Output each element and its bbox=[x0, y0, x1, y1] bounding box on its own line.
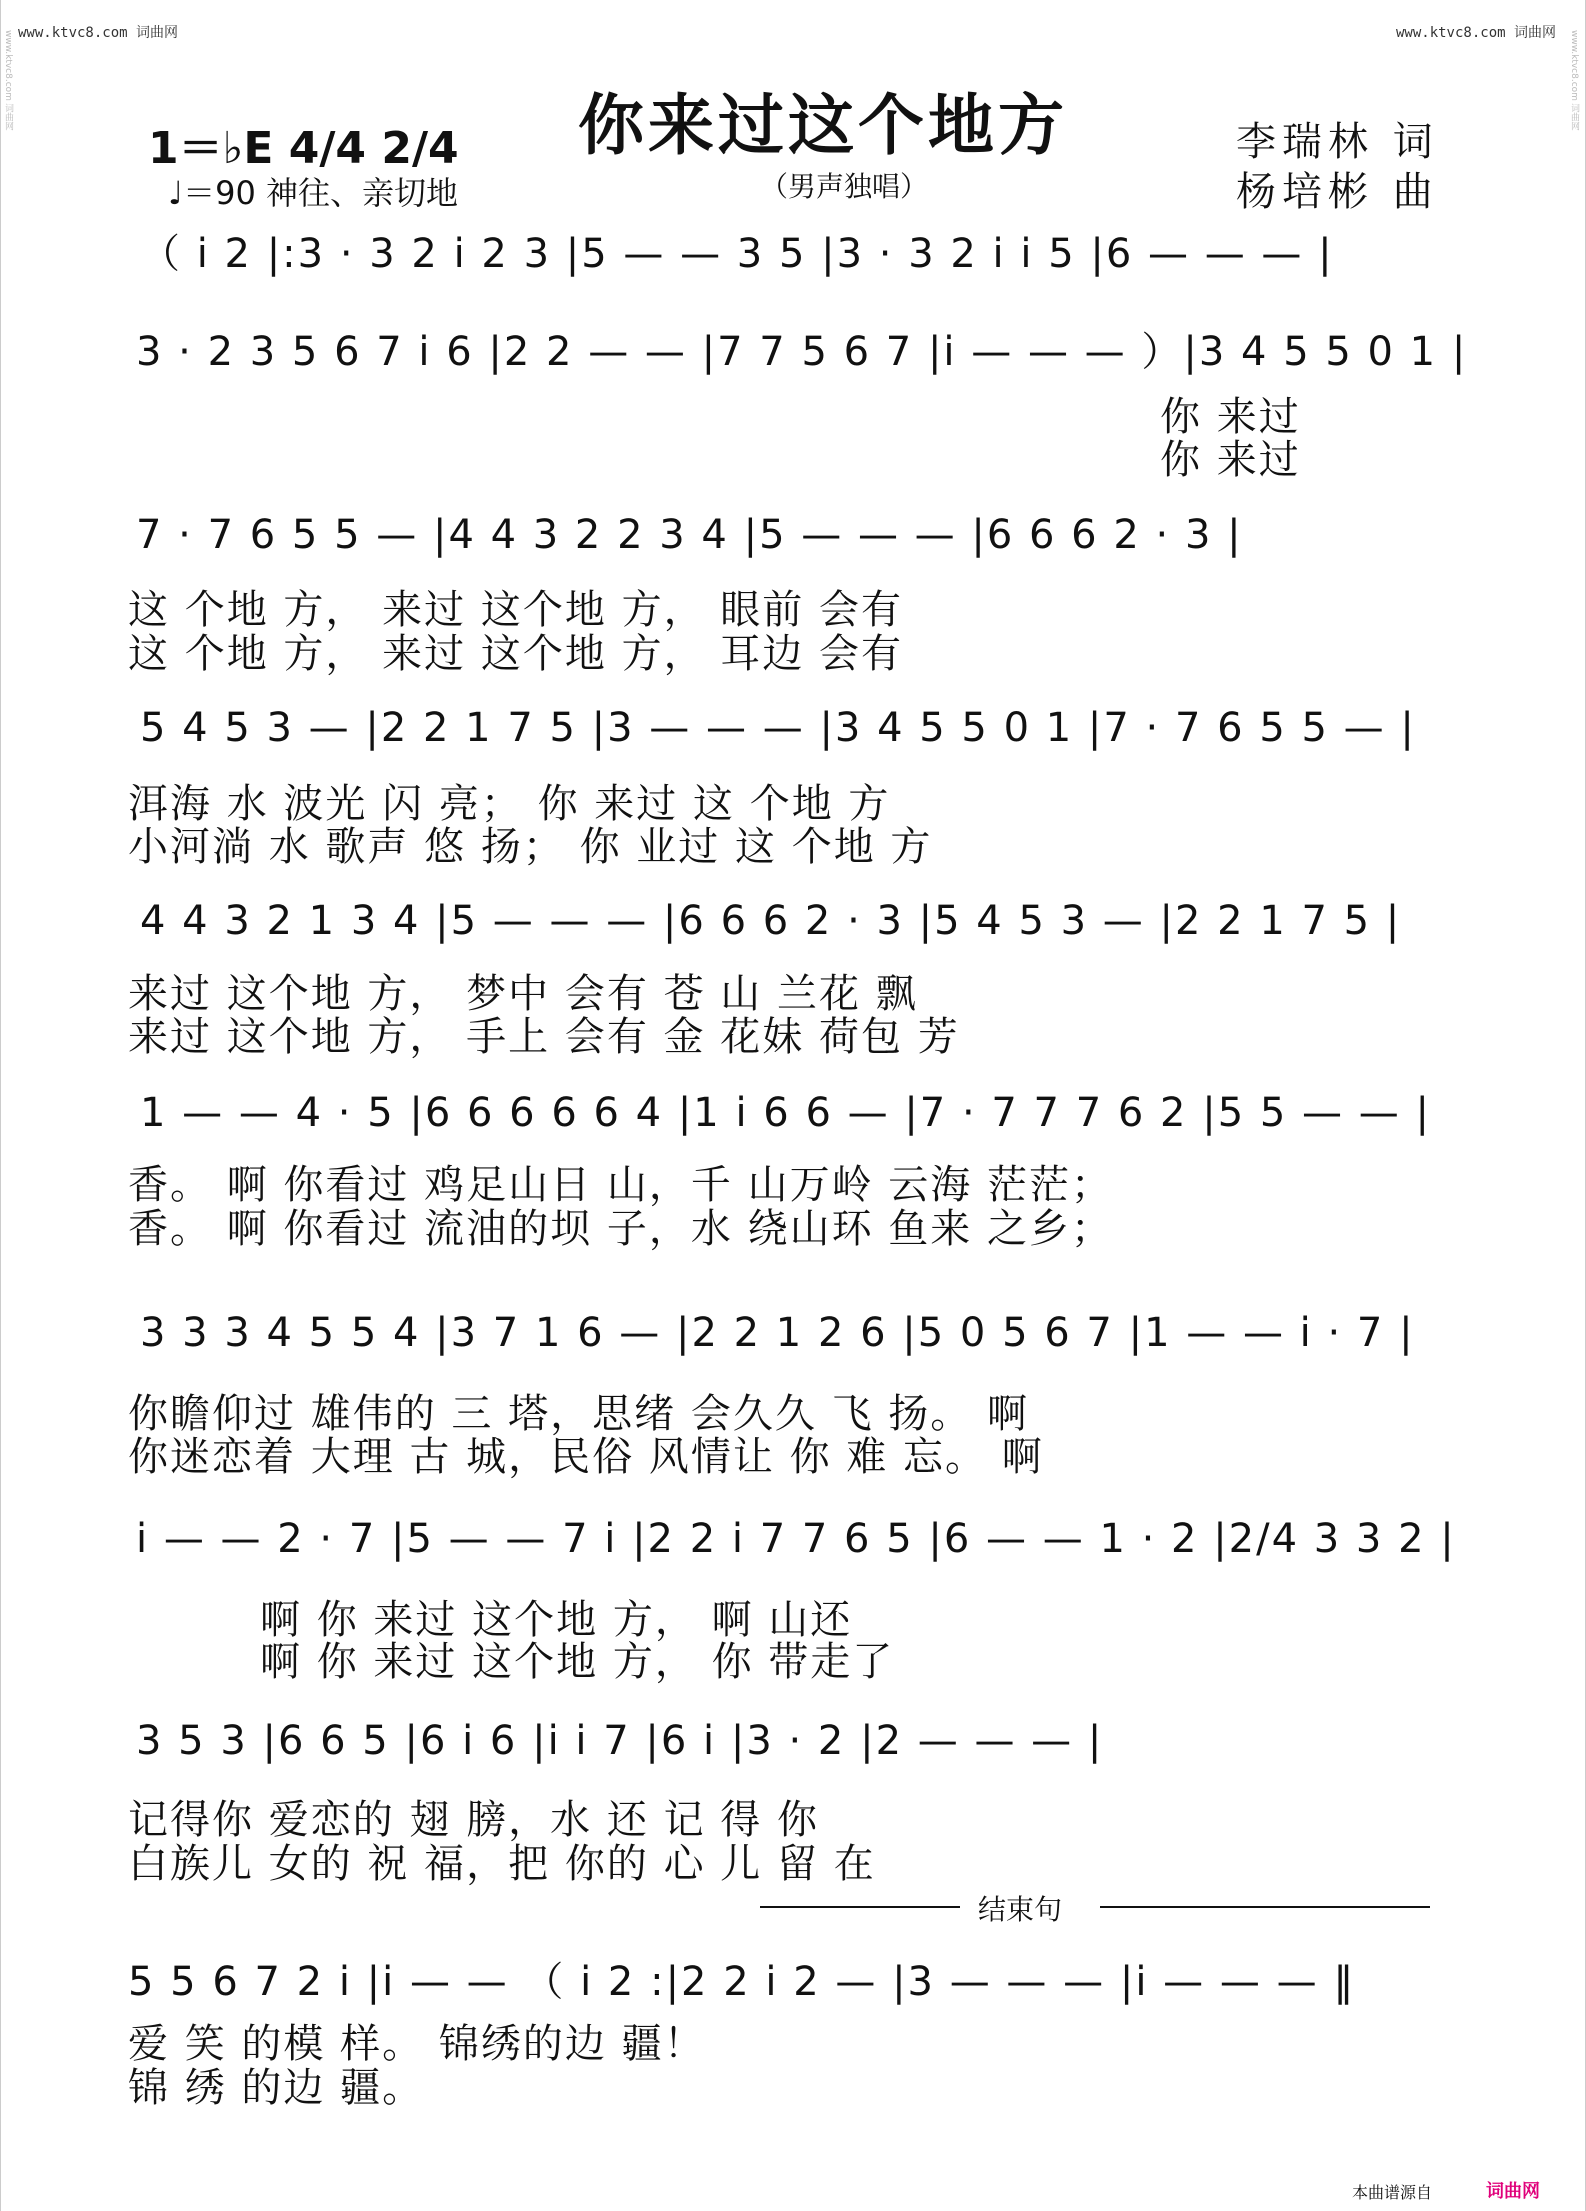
key-signature: 1＝♭E 4/4 2/4 bbox=[148, 123, 459, 174]
lyrics-line-2-verse-1: 你 来过 bbox=[1160, 394, 1301, 440]
lyrics-line-10-verse-2: 锦 绣 的边 疆。 bbox=[128, 2065, 425, 2111]
notation-line-4: 5 4 5 3 — |2 2 1 7 5 |3 — — — |3 4 5 5 0 1 |7 · 7 6 5 5 — | bbox=[140, 705, 1416, 751]
notation-line-9: 3 5 3 |6 6 5 |6 i 6 |i i 7 |6 i |3 · 2 |2 — — — | bbox=[136, 1718, 1104, 1764]
notation-line-8: i — — 2 · 7 |5 — — 7 i |2 2 i 7 7 6 5 |6 — — 1 · 2 |2/4 3 3 2 | bbox=[136, 1516, 1456, 1562]
lyrics-line-9-verse-1: 记得你 爱恋的 翅 膀，水 还 记 得 你 bbox=[128, 1797, 820, 1843]
watermark-left: www.ktvc8.com 词曲网 bbox=[18, 25, 179, 41]
left-margin-stripe bbox=[0, 0, 19, 2211]
notation-line-5: 4 4 3 2 1 3 4 |5 — — — |6 6 6 2 · 3 |5 4 5 3 — |2 2 1 7 5 | bbox=[140, 898, 1402, 944]
lyrics-line-5-verse-1: 来过 这个地 方， 梦中 会有 苍 山 兰花 飘 bbox=[128, 971, 918, 1017]
lyrics-line-8-verse-1: 啊 你 来过 这个地 方， 啊 山还 bbox=[260, 1597, 853, 1643]
lyrics-line-5-verse-2: 来过 这个地 方， 手上 会有 金 花妹 荷包 芳 bbox=[128, 1014, 960, 1060]
tempo-marking: ♩＝90 神往、亲切地 bbox=[168, 174, 458, 212]
lyrics-line-3-verse-2: 这 个地 方， 来过 这个地 方， 耳边 会有 bbox=[128, 631, 904, 677]
lyrics-line-2-verse-2: 你 来过 bbox=[1160, 437, 1301, 483]
ending-bracket-left bbox=[760, 1906, 960, 1908]
lyrics-line-7-verse-2: 你迷恋着 大理 古 城，民俗 风情让 你 难 忘。 啊 bbox=[128, 1434, 1044, 1480]
notation-line-6: 1 — — 4 · 5 |6 6 6 6 6 4 |1 i 6 6 — |7 · 7 7 7 6 2 |5 5 — — | bbox=[140, 1090, 1431, 1136]
lyrics-line-10-verse-1: 爱 笑 的模 样。 锦绣的边 疆！ bbox=[128, 2021, 706, 2067]
lyrics-line-6-verse-1: 香。 啊 你看过 鸡足山日 山，千 山万岭 云海 茫茫； bbox=[128, 1162, 1114, 1208]
lyrics-line-3-verse-1: 这 个地 方， 来过 这个地 方， 眼前 会有 bbox=[128, 587, 904, 633]
right-stripe-text: www.ktvc8.com 词曲网 bbox=[1569, 30, 1579, 131]
lyrics-line-7-verse-1: 你瞻仰过 雄伟的 三 塔，思绪 会久久 飞 扬。 啊 bbox=[128, 1391, 1030, 1437]
lyrics-line-9-verse-2: 白族儿 女的 祝 福，把 你的 心 儿 留 在 bbox=[128, 1841, 876, 1887]
notation-line-7: 3 3 3 4 5 5 4 |3 7 1 6 — |2 2 1 2 6 |5 0 5 6 7 |1 — — i · 7 | bbox=[140, 1310, 1415, 1356]
right-margin-stripe bbox=[1567, 0, 1586, 2211]
lyrics-line-6-verse-2: 香。 啊 你看过 流油的坝 子，水 绕山环 鱼来 之乡； bbox=[128, 1206, 1114, 1252]
lyricist-credit: 李瑞林 词 bbox=[1236, 119, 1439, 165]
watermark-right: www.ktvc8.com 词曲网 bbox=[1395, 25, 1556, 41]
notation-line-1: （ i 2 |:3 · 3 2 i 2 3 |5 — — 3 5 |3 · 3 2 i i 5 |6 — — — | bbox=[140, 231, 1334, 277]
left-stripe-text: www.ktvc8.com 词曲网 bbox=[3, 30, 13, 131]
notation-line-3: 7 · 7 6 5 5 — |4 4 3 2 2 3 4 |5 — — — |6 6 6 2 · 3 | bbox=[136, 512, 1243, 558]
lyrics-line-8-verse-2: 啊 你 来过 这个地 方， 你 带走了 bbox=[260, 1639, 895, 1685]
footer-source-text: 本曲谱源自 bbox=[1352, 2183, 1433, 2202]
lyrics-line-4-verse-1: 洱海 水 波光 闪 亮； 你 来过 这 个地 方 bbox=[128, 781, 891, 827]
song-title: 你来过这个地方 bbox=[578, 86, 1068, 164]
lyrics-line-4-verse-2: 小河淌 水 歌声 悠 扬； 你 业过 这 个地 方 bbox=[128, 824, 933, 870]
composer-credit: 杨培彬 曲 bbox=[1236, 169, 1439, 215]
footer-brand-link[interactable]: 词曲网 bbox=[1486, 2181, 1540, 2202]
ending-label: 结束句 bbox=[978, 1893, 1063, 1926]
notation-line-10: 5 5 6 7 2 i |i — — （ i 2 :|2 2 i 2 — |3 — — — |i — — — ‖ bbox=[128, 1959, 1356, 2005]
notation-line-2: 3 · 2 3 5 6 7 i 6 |2 2 — — |7 7 5 6 7 |i — — — ）|3 4 5 5 0 1 | bbox=[136, 329, 1468, 375]
ending-bracket-right bbox=[1100, 1906, 1430, 1908]
song-subtitle: （男声独唱） bbox=[760, 170, 929, 203]
